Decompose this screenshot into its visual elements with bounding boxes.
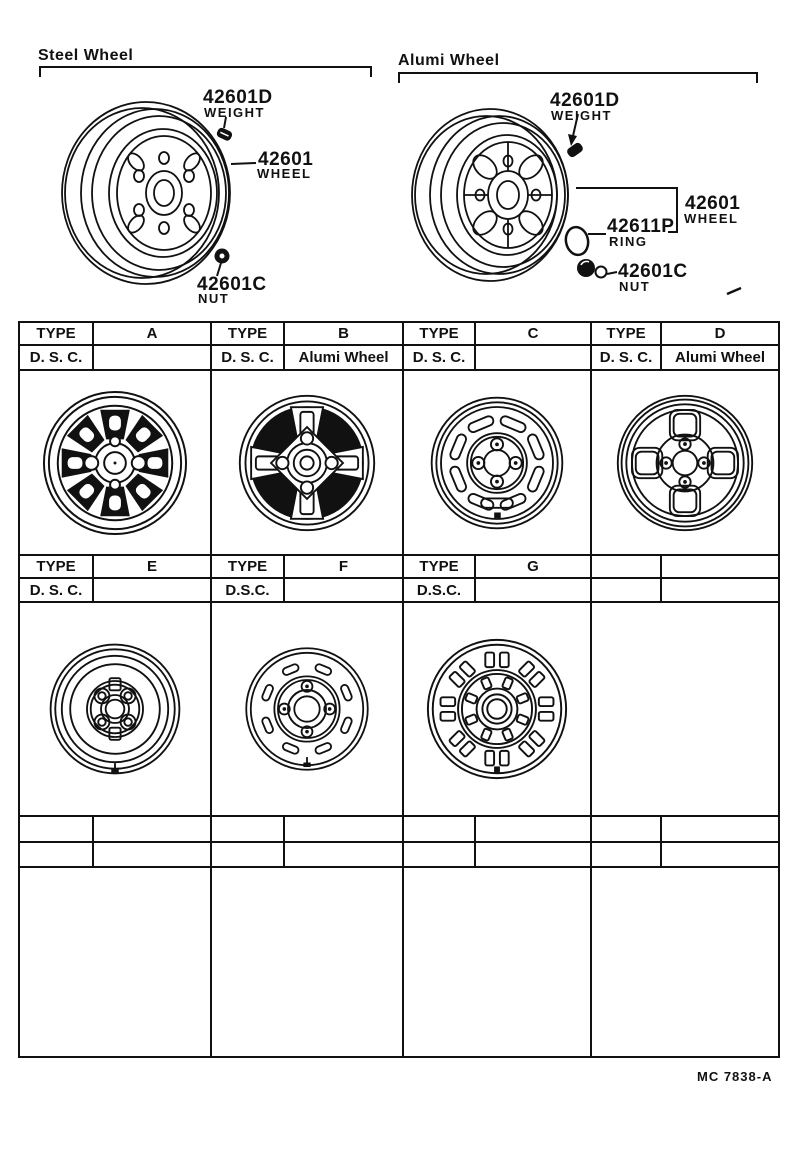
type-header-cell: TYPE <box>404 323 476 346</box>
alumi-section-bracket <box>399 73 757 83</box>
empty-cell <box>662 843 778 868</box>
dsc-value-cell <box>94 579 212 603</box>
empty-cell <box>476 817 592 843</box>
alumi-weight-part-name: WEIGHT <box>551 108 612 123</box>
alumi-nut-part-number: 42601C <box>618 261 688 282</box>
dsc-label-cell: D. S. C. <box>20 346 94 371</box>
empty-cell <box>20 843 94 868</box>
alumi-nut-part-name: NUT <box>619 279 651 294</box>
dsc-label-cell: D.S.C. <box>404 579 476 603</box>
steel-wheel-section-title: Steel Wheel <box>38 47 134 64</box>
wheel-type-f-illustration <box>239 641 375 777</box>
steel-nut-part-number: 42601C <box>197 274 267 295</box>
empty-cell <box>94 817 212 843</box>
steel-weight-part-name: WEIGHT <box>204 105 265 120</box>
type-value-cell: E <box>94 556 212 579</box>
empty-image-cell <box>592 603 778 817</box>
empty-cell <box>20 868 212 1056</box>
empty-cell <box>212 868 404 1056</box>
type-header-cell: TYPE <box>20 323 94 346</box>
dsc-value-cell: Alumi Wheel <box>662 346 778 371</box>
wheel-type-a-illustration <box>41 389 189 537</box>
empty-cell <box>212 843 285 868</box>
empty-cell <box>94 843 212 868</box>
wheel-image-cell-e <box>20 603 212 817</box>
type-header-cell: TYPE <box>212 323 285 346</box>
steel-section-bracket <box>40 67 371 77</box>
empty-cell <box>404 868 592 1056</box>
wheel-type-d-illustration <box>614 392 756 534</box>
dsc-label-cell: D. S. C. <box>20 579 94 603</box>
steel-weight-part-number: 42601D <box>203 87 273 108</box>
dsc-value-cell <box>94 346 212 371</box>
dsc-label-cell: D. S. C. <box>212 346 285 371</box>
empty-cell <box>285 843 404 868</box>
empty-cell <box>476 843 592 868</box>
dsc-label-cell <box>592 579 662 603</box>
type-value-cell: G <box>476 556 592 579</box>
wheel-image-cell-g <box>404 603 592 817</box>
type-header-cell: TYPE <box>404 556 476 579</box>
wheel-type-b-illustration <box>236 392 378 534</box>
alumi-nut-glyph <box>577 259 607 278</box>
wheel-image-cell-f <box>212 603 404 817</box>
steel-wheel-part-name: WHEEL <box>257 166 312 181</box>
alumi-wheel-part-number: 42601 <box>685 193 741 214</box>
empty-cell <box>592 868 778 1056</box>
empty-cell <box>20 817 94 843</box>
empty-cell <box>285 817 404 843</box>
alumi-wheel-part-name: WHEEL <box>684 211 739 226</box>
empty-cell <box>662 817 778 843</box>
dsc-label-cell: D.S.C. <box>212 579 285 603</box>
drawing-code: MC 7838-A <box>697 1069 773 1084</box>
type-value-cell: A <box>94 323 212 346</box>
type-value-cell: C <box>476 323 592 346</box>
wheel-type-c-illustration <box>427 393 567 533</box>
empty-cell <box>592 817 662 843</box>
type-value-cell: B <box>285 323 404 346</box>
dsc-value-cell <box>476 346 592 371</box>
dsc-value-cell <box>285 579 404 603</box>
dsc-label-cell: D. S. C. <box>404 346 476 371</box>
type-header-cell <box>592 556 662 579</box>
alumi-wheel-illustration <box>408 106 580 284</box>
type-header-cell: TYPE <box>212 556 285 579</box>
type-value-cell: D <box>662 323 778 346</box>
alumi-ring-part-name: RING <box>609 234 648 249</box>
steel-wheel-part-number: 42601 <box>258 149 314 170</box>
wheel-type-e-illustration <box>45 639 185 779</box>
wheel-image-cell-b <box>212 371 404 556</box>
empty-cell <box>592 843 662 868</box>
empty-cell <box>404 843 476 868</box>
steel-wheel-illustration <box>58 100 236 286</box>
empty-cell <box>404 817 476 843</box>
alumi-wheel-section-title: Alumi Wheel <box>398 52 500 69</box>
wheel-type-table <box>18 321 780 1058</box>
scan-artifact-dash <box>727 288 741 294</box>
alumi-weight-part-number: 42601D <box>550 90 620 111</box>
wheel-image-cell-c <box>404 371 592 556</box>
empty-cell <box>212 817 285 843</box>
type-value-cell: F <box>285 556 404 579</box>
wheel-image-cell-d <box>592 371 778 556</box>
steel-nut-part-name: NUT <box>198 291 230 306</box>
dsc-value-cell: Alumi Wheel <box>285 346 404 371</box>
dsc-value-cell <box>662 579 778 603</box>
type-header-cell: TYPE <box>20 556 94 579</box>
wheel-type-g-illustration <box>424 636 570 782</box>
type-header-cell: TYPE <box>592 323 662 346</box>
wheel-image-cell-a <box>20 371 212 556</box>
dsc-label-cell: D. S. C. <box>592 346 662 371</box>
dsc-value-cell <box>476 579 592 603</box>
alumi-ring-part-number: 42611P <box>607 216 675 237</box>
type-value-cell <box>662 556 778 579</box>
